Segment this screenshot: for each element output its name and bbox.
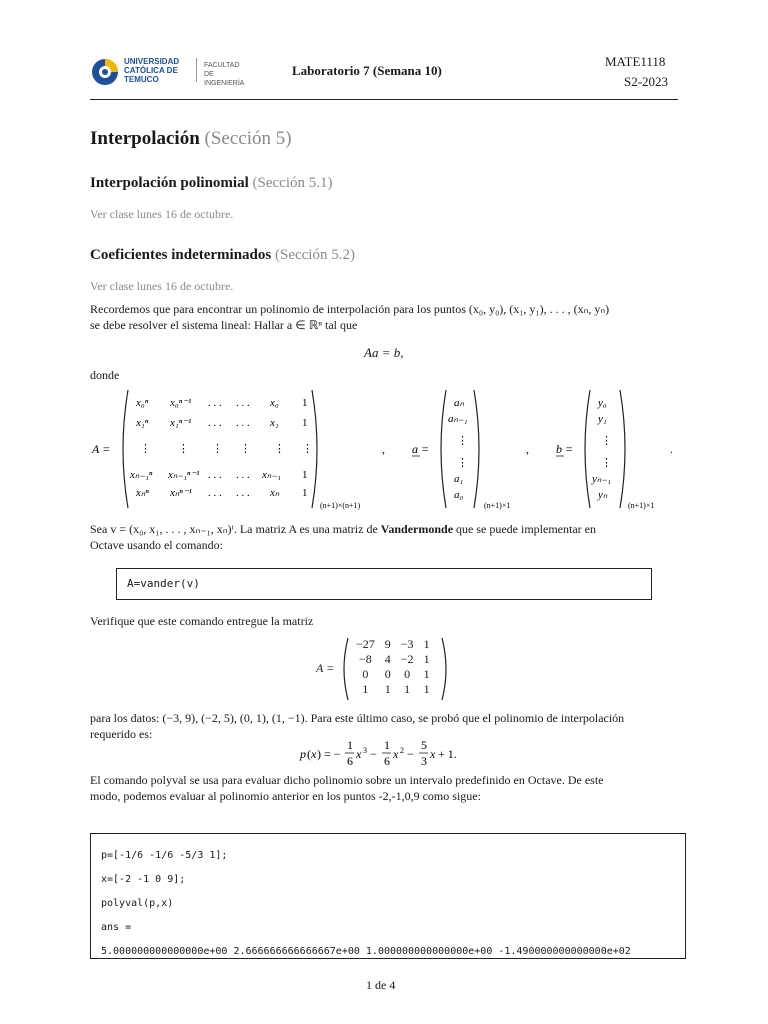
svg-text:x₀ⁿ⁻¹: x₀ⁿ⁻¹ (170, 397, 192, 409)
page-number: 1 de 4 (366, 978, 396, 992)
svg-text:3: 3 (363, 746, 367, 755)
svg-text:. . .: . . . (208, 397, 222, 409)
data-line-2: requerido es: (90, 727, 153, 741)
svg-text:3: 3 (421, 754, 427, 768)
svg-text:⋮: ⋮ (212, 443, 223, 455)
header-rule (90, 99, 678, 100)
svg-text:p: p (300, 747, 306, 761)
code-line: x=[-2 -1 0 9]; (101, 874, 186, 885)
svg-text:aₙ₋₁: aₙ₋₁ (448, 413, 468, 425)
matrix-cell: 1 (362, 682, 369, 696)
svg-text:⋮: ⋮ (457, 435, 468, 447)
svg-text:yₙ₋₁: yₙ₋₁ (592, 473, 611, 485)
svg-text:. . .: . . . (208, 469, 222, 481)
svg-text:xₙⁿ⁻¹: xₙⁿ⁻¹ (170, 487, 192, 499)
svg-text:⋮: ⋮ (457, 457, 468, 469)
svg-text:(n+1)×1: (n+1)×1 (628, 501, 655, 510)
system-equation: Aa = b, (364, 345, 404, 360)
matrix-row (351, 682, 435, 697)
svg-text:xₙ: xₙ (270, 487, 280, 499)
matrix-cell: 1 (384, 682, 391, 696)
svg-text:x: x (430, 747, 436, 761)
logo-univ-line2: CATÓLICA DE (124, 66, 178, 75)
logo-univ-line1: UNIVERSIDAD (124, 57, 180, 66)
svg-text:a₀: a₀ (454, 489, 464, 501)
svg-text:x₁ⁿ: x₁ⁿ (136, 417, 149, 429)
svg-text:⋮: ⋮ (274, 443, 285, 455)
svg-text:1: 1 (302, 397, 308, 409)
subsection-2-title (90, 247, 355, 264)
logo-univ-line3: TEMUCO (124, 75, 159, 84)
svg-text:5: 5 (421, 738, 427, 752)
svg-text:a =: a = (412, 442, 430, 456)
svg-text:1: 1 (347, 738, 353, 752)
data-line-1: para los datos: (−3, 9), (−2, 5), (0, 1), (1, −1). Para este último caso, se probó que el polinomio de interpolación (90, 711, 625, 725)
sea-line-2: Octave usando el comando: (90, 538, 223, 552)
code-block-vander (116, 568, 652, 600)
intro-line-2: se debe resolver el sistema lineal: Hallar a ∈ ℝⁿ tal que (90, 318, 358, 332)
svg-text:⋮: ⋮ (178, 443, 189, 455)
matrix-cell: 1 (423, 667, 430, 681)
svg-text:⋮: ⋮ (240, 443, 251, 455)
polyval-line-2: modo, podemos evaluar al polinomio anterior en los puntos -2,-1,0,9 como sigue: (90, 789, 481, 803)
matrix-cell: 9 (384, 637, 391, 651)
subsection-2-note: Ver clase lunes 16 de octubre. (90, 279, 234, 293)
matrix-cell: 0 (384, 667, 391, 681)
subsection-1-text: Interpolación polinomial (90, 175, 249, 191)
university-logo (90, 56, 250, 90)
section-title-text: Interpolación (90, 128, 200, 149)
svg-text:,: , (382, 442, 385, 456)
svg-text:x₁ⁿ⁻¹: x₁ⁿ⁻¹ (170, 417, 192, 429)
svg-text:(n+1)×(n+1): (n+1)×(n+1) (320, 501, 361, 510)
svg-text:x: x (356, 747, 362, 761)
svg-text:⋮: ⋮ (140, 443, 151, 455)
code-line: polyval(p,x) (101, 898, 174, 909)
svg-text:xₙ₋₁ⁿ: xₙ₋₁ⁿ (130, 469, 153, 481)
logo-emblem-icon (90, 57, 120, 87)
code-line: ans = (101, 922, 132, 933)
svg-text:x₁: x₁ (270, 417, 279, 429)
sea-line-1 (90, 522, 596, 537)
matrix-cell: 1 (423, 637, 430, 651)
svg-text:+ 1.: + 1. (438, 747, 457, 761)
svg-text:1: 1 (302, 487, 308, 499)
svg-text:x₀ⁿ: x₀ⁿ (136, 397, 149, 409)
svg-text:y₀: y₀ (598, 397, 607, 409)
matrix-cell: 0 (404, 667, 411, 681)
code-line: 5.000000000000000e+00 2.666666666666667e+00 1.000000000000000e+00 -1.490000000000000e+02 (101, 946, 631, 957)
svg-text:1: 1 (302, 469, 308, 481)
term: S2-2023 (624, 74, 669, 89)
donde-label: donde (90, 368, 120, 382)
polynomial-formula (298, 738, 478, 772)
logo-fac-line2: INGENIERÍA (204, 80, 245, 87)
svg-text:a₁: a₁ (454, 473, 464, 485)
svg-text:A =: A = (92, 442, 111, 456)
matrix-cell: 1 (423, 652, 430, 666)
svg-text:b =: b = (556, 442, 574, 456)
svg-text:xₙⁿ: xₙⁿ (136, 487, 149, 499)
svg-text:x: x (311, 747, 317, 761)
svg-text:⋮: ⋮ (601, 457, 612, 469)
svg-text:1: 1 (302, 417, 308, 429)
matrix-cell: −2 (400, 652, 414, 666)
course-code: MATE1118 (605, 54, 666, 69)
svg-text:x: x (393, 747, 399, 761)
svg-text:xₙ₋₁ⁿ⁻¹: xₙ₋₁ⁿ⁻¹ (168, 469, 200, 481)
matrix-row (351, 637, 435, 652)
vandermonde-system-figure (90, 386, 690, 512)
matrix-cell: 0 (362, 667, 369, 681)
section-ref: (Sección 5) (204, 128, 292, 149)
code-line: p=[-1/6 -1/6 -5/3 1]; (101, 850, 228, 861)
matrix-cell: −3 (400, 637, 414, 651)
svg-text:(: ( (307, 747, 311, 761)
svg-text:. . .: . . . (236, 417, 250, 429)
subsection-2-text: Coeficientes indeterminados (90, 247, 272, 263)
svg-text:aₙ: aₙ (454, 397, 464, 409)
subsection-1-note: Ver clase lunes 16 de octubre. (90, 207, 234, 221)
svg-text:6: 6 (384, 754, 390, 768)
svg-text:2: 2 (400, 746, 404, 755)
subsection-1-title (90, 175, 333, 192)
svg-text:⋮: ⋮ (302, 443, 313, 455)
lab-title: Laboratorio 7 (Semana 10) (292, 63, 442, 78)
matrix-cell: 4 (384, 652, 391, 666)
svg-text:. . .: . . . (208, 417, 222, 429)
svg-text:x₀: x₀ (270, 397, 279, 409)
intro-line-1: Recordemos que para encontrar un polinomio de interpolación para los puntos (x₀, y₀), (x₁, y₁), . . . , (xₙ, yₙ) (90, 302, 610, 316)
polyval-line-1: El comando polyval se usa para evaluar dicho polinomio sobre un intervalo predefinido en Octave. De este (90, 773, 604, 787)
matrix-cell: −27 (356, 637, 375, 651)
svg-text:⋮: ⋮ (601, 435, 612, 447)
svg-text:. . .: . . . (208, 487, 222, 499)
section-title (90, 128, 292, 150)
matrix-cell: 1 (423, 682, 430, 696)
svg-text:yₙ: yₙ (598, 489, 608, 501)
example-matrix (351, 637, 435, 697)
svg-text:,: , (526, 442, 529, 456)
matrix-row (351, 667, 435, 682)
subsection-1-ref: (Sección 5.1) (252, 175, 333, 191)
matrix-cell: −8 (359, 652, 372, 666)
svg-text:.: . (670, 442, 673, 456)
svg-text:. . .: . . . (236, 397, 250, 409)
svg-text:6: 6 (347, 754, 353, 768)
svg-text:(n+1)×1: (n+1)×1 (484, 501, 511, 510)
sea-line-1-a: Sea v = (x₀, x₁, . . . , xₙ₋₁, xₙ)ᵗ. La matriz A es una matriz de (90, 522, 381, 536)
svg-text:−: − (370, 747, 377, 761)
example-matrix-label: A = (316, 661, 335, 675)
vandermonde-term: Vandermonde (380, 522, 454, 536)
svg-text:−: − (407, 747, 414, 761)
svg-text:xₙ₋₁: xₙ₋₁ (262, 469, 281, 481)
svg-text:. . .: . . . (236, 469, 250, 481)
matrix-row (351, 652, 435, 667)
svg-text:. . .: . . . (236, 487, 250, 499)
logo-fac-line1: FACULTAD DE (204, 62, 240, 78)
svg-text:y₁: y₁ (598, 413, 607, 425)
code-vander-line: A=vander(v) (127, 577, 200, 590)
svg-text:) = −: ) = − (317, 747, 341, 761)
verify-text: Verifique que este comando entregue la matriz (90, 614, 314, 628)
svg-text:1: 1 (384, 738, 390, 752)
sea-line-1-b: que se puede implementar en (453, 522, 596, 536)
subsection-2-ref: (Sección 5.2) (274, 247, 355, 263)
code-block-polyval (90, 833, 686, 959)
matrix-cell: 1 (404, 682, 411, 696)
